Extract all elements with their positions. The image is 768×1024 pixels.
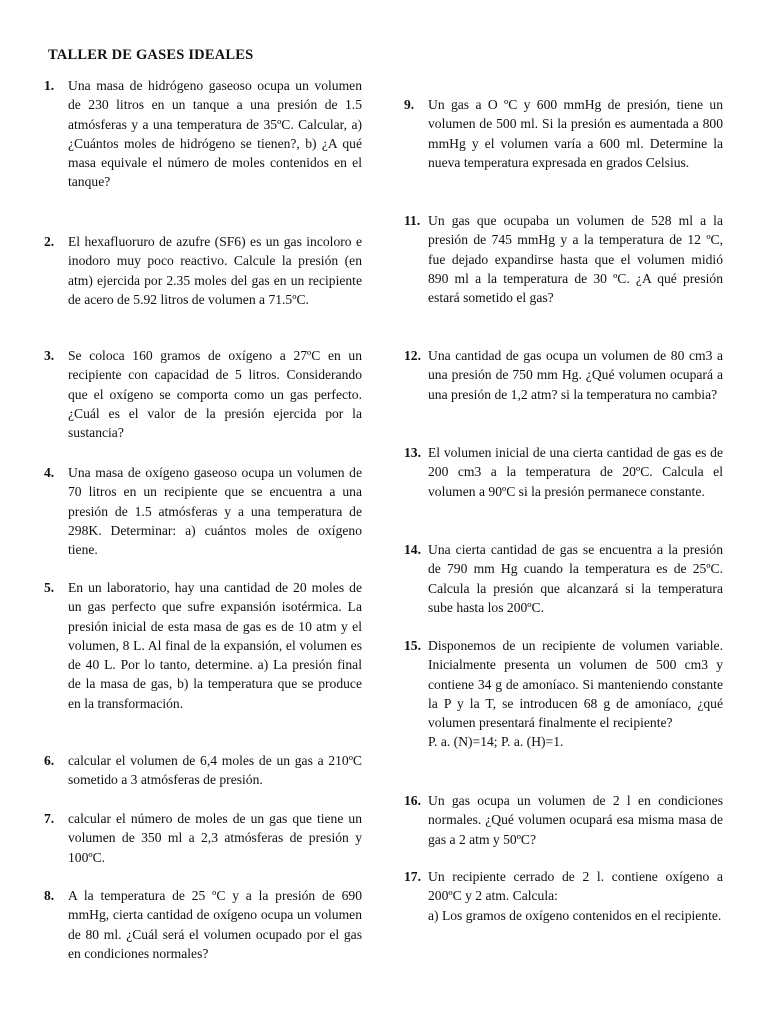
question-item <box>44 232 362 309</box>
question-number: 6. <box>44 753 55 768</box>
question-item <box>44 751 362 790</box>
question-subitem: a) Los gramos de oxígeno contenidos en el recipiente. <box>428 907 722 923</box>
question-item <box>44 886 362 963</box>
question-number: 1. <box>44 78 55 93</box>
question-text: El hexafluoruro de azufre (SF6) es un gas incoloro e inodoro muy poco reactivo. Calcule la presión (en atm) ejercida por 2.35 moles del gas en un recipiente de acero de 5.92 litros de volumen a 71.5ºC. <box>68 234 362 307</box>
question-text: calcular el número de moles de un gas que tiene un volumen de 350 ml a 2,3 atmósferas de presión y 100ºC. <box>68 811 362 865</box>
question-item <box>44 809 362 867</box>
question-number: 14. <box>404 542 421 557</box>
question-number: 8. <box>44 888 55 903</box>
question-number: 5. <box>44 580 55 595</box>
question-number: 16. <box>404 793 421 808</box>
question-item <box>404 443 723 501</box>
question-note: P. a. (N)=14; P. a. (H)=1. <box>428 734 564 750</box>
question-text: calcular el volumen de 6,4 moles de un gas a 210ºC sometido a 3 atmósferas de presión. <box>68 753 362 788</box>
question-item <box>404 346 723 404</box>
question-text: Un gas a O ºC y 600 mmHg de presión, tiene un volumen de 500 ml. Si la presión es aumentada a 800 mmHg y el volumen varía a 600 ml. Determine la nueva temperatura expresada en grados Celsius. <box>428 97 723 170</box>
question-item <box>44 578 362 713</box>
document-title: TALLER DE GASES IDEALES <box>48 47 254 63</box>
question-number: 11. <box>404 213 421 228</box>
question-number: 15. <box>404 638 421 653</box>
question-number: 4. <box>44 465 55 480</box>
question-item <box>44 463 362 559</box>
question-text: En un laboratorio, hay una cantidad de 20 moles de un gas perfecto que sufre expansión isotérmica. La presión inicial de esta masa de gas es de 10 atm y el volumen, 8 L. Al final de la expansión, el volumen es de 40 L. Por lo tanto, determine. a) La presión final de la masa de gas, b) la temperatura que se produce en la transformación. <box>68 580 362 711</box>
question-item <box>404 867 723 925</box>
question-number: 17. <box>404 869 421 884</box>
question-text: Un gas que ocupaba un volumen de 528 ml a la presión de 745 mmHg y a la temperatura de 12 ºC, fue dejado expandirse hasta que el volumen midió 890 ml a la temperatura de 30 ºC. ¿A qué presión estará sometido el gas? <box>428 213 723 306</box>
question-text: Una cantidad de gas ocupa un volumen de 80 cm3 a una presión de 750 mm Hg. ¿Qué volumen ocupará a una presión de 1,2 atm? si la temperatura no cambia? <box>428 348 723 402</box>
question-number: 7. <box>44 811 55 826</box>
question-item <box>404 540 723 617</box>
question-number: 3. <box>44 348 55 363</box>
question-text: Una masa de hidrógeno gaseoso ocupa un volumen de 230 litros en un tanque a una presión de 1.5 atmósferas y a una temperatura de 35ºC. Calcular, a) ¿Cuántos moles de hidrógeno se tienen?, b) ¿A qué masa equivale el número de moles contenidos en el tanque? <box>68 78 362 190</box>
question-item <box>404 636 723 752</box>
question-text: Un recipiente cerrado de 2 l. contiene oxígeno a 200ºC y 2 atm. Calcula: <box>428 869 723 904</box>
question-item <box>44 76 362 192</box>
question-item <box>44 346 362 442</box>
question-item <box>404 211 723 307</box>
question-number: 9. <box>404 97 415 112</box>
question-text: Un gas ocupa un volumen de 2 l en condiciones normales. ¿Qué volumen ocupará esa misma masa de gas a 2 atm y 50ºC? <box>428 793 723 847</box>
question-text: Se coloca 160 gramos de oxígeno a 27ºC en un recipiente con capacidad de 5 litros. Considerando que el oxígeno se comporta como un gas perfecto. ¿Cuál es el valor de la presión ejercida por la sustancia? <box>68 348 362 441</box>
question-item <box>404 95 723 172</box>
question-text: Una masa de oxígeno gaseoso ocupa un volumen de 70 litros en un recipiente que se encuentra a una presión de 1.5 atmósferas y a una temperatura de 298K. Determinar: a) cuántos moles de oxígeno tiene. <box>68 465 362 558</box>
question-number: 13. <box>404 445 421 460</box>
question-text: A la temperatura de 25 ºC y a la presión de 690 mmHg, cierta cantidad de oxígeno ocupa un volumen de 80 ml. ¿Cuál será el volumen ocupado por el gas en condiciones normales? <box>68 888 362 961</box>
question-text: Una cierta cantidad de gas se encuentra a la presión de 790 mm Hg cuando la temperatura es de 25ºC. Calcula la presión que alcanzará si la temperatura sube hasta los 200ºC. <box>428 542 723 615</box>
question-text: Disponemos de un recipiente de volumen variable. Inicialmente presenta un volumen de 500 cm3 y contiene 34 g de amoníaco. Si manteniendo constante la P y la T, se introducen 68 g de amoníaco, ¿qué volumen presentará finalmente el recipiente? <box>428 638 723 731</box>
question-number: 12. <box>404 348 421 363</box>
question-text: El volumen inicial de una cierta cantidad de gas es de 200 cm3 a la temperatura de 20ºC. Calcula el volumen a 90ºC si la presión permanece constante. <box>428 445 723 499</box>
question-item <box>404 791 723 849</box>
question-number: 2. <box>44 234 55 249</box>
